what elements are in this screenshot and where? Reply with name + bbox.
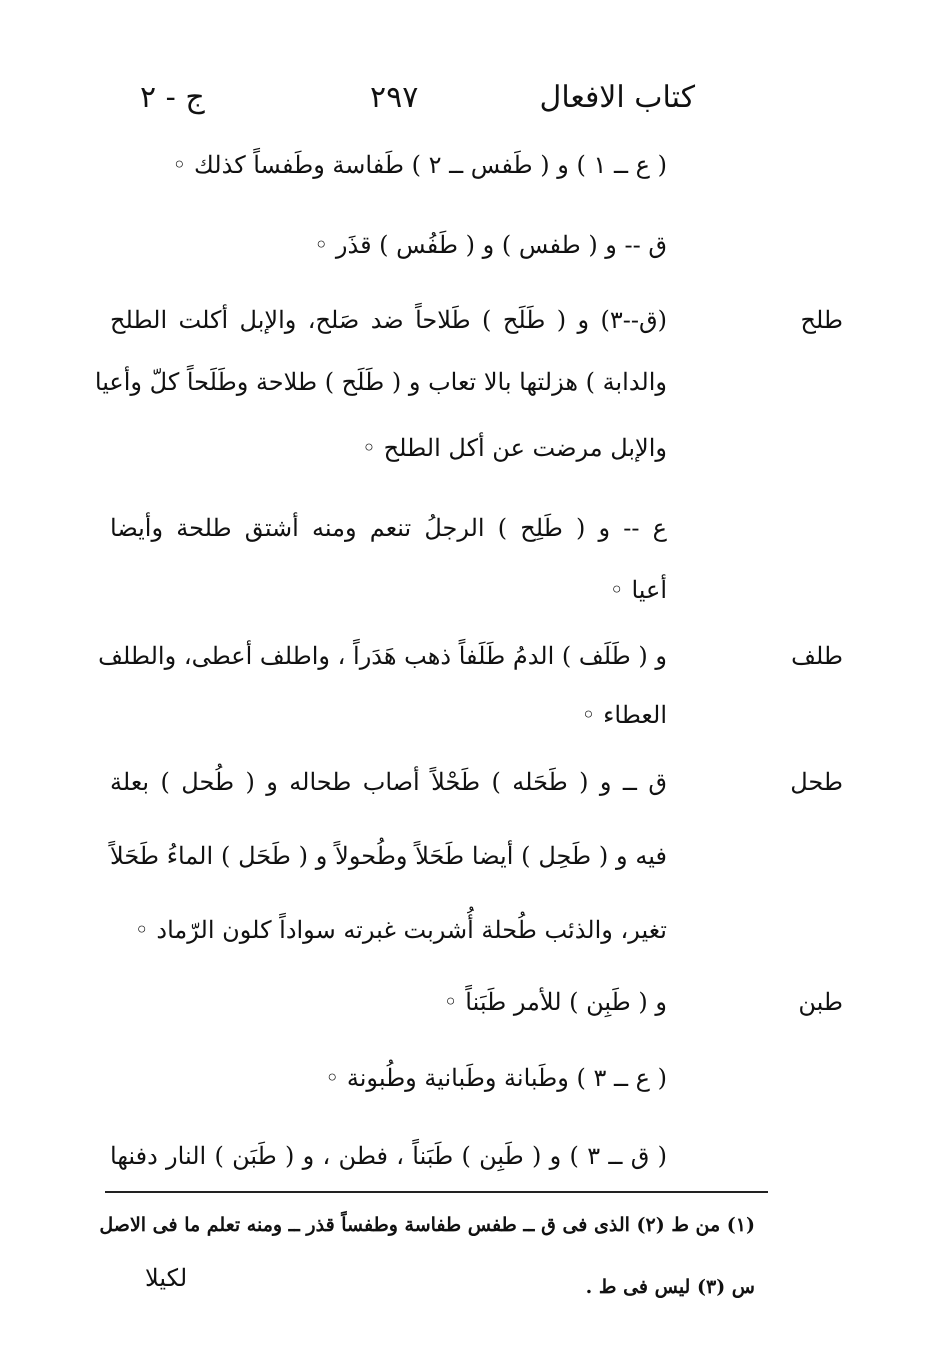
volume-label: ج - ٢ xyxy=(140,80,205,115)
footnote-divider xyxy=(105,1191,768,1193)
text-line: ق ــ و ( طَحَله ) طَحْلاً أصاب طحاله و ( طُحل ) بعلة xyxy=(110,768,667,796)
headword-tahal: طحل xyxy=(790,768,843,796)
footnote-line: س (٣) ليس فى ط . xyxy=(585,1276,755,1298)
headword-talh: طلح xyxy=(800,306,843,334)
text-line: ع -- و ( طَلِح ) الرجلُ تنعم ومنه أشتق طلحة وأيضا xyxy=(110,514,667,542)
book-title: كتاب الافعال xyxy=(539,80,695,115)
footnote-line: (١) من ط (٢) الذى فى ق ــ طفس طفاسة وطفساً قذر ــ ومنه تعلم ما فى الاصل xyxy=(99,1214,755,1236)
headword-talaf: طلف xyxy=(791,642,843,670)
text-line: و ( طَبِن ) للأمر طَبَناً ◦ xyxy=(443,988,667,1016)
text-line: و ( طَلَف ) الدمُ طَلَفاً ذهب هَدَراً ، واطلف أعطى، والطلف xyxy=(98,642,667,670)
catchword: لكيلا xyxy=(145,1264,188,1292)
headword-taban: طبن xyxy=(798,988,843,1016)
text-line: ( ع ــ ١ ) و ( طَفس ــ ٢ ) طَفاسة وطَفساً كذلك ◦ xyxy=(172,151,667,179)
text-line: ( ع ــ ٣ ) وطَبانة وطَبانية وطُبونة ◦ xyxy=(325,1064,667,1092)
text-line: ( ق ــ ٣ ) و ( طَبِن ) طَبَناً ، فطن ، و ( طَبَن ) النار دفنها xyxy=(110,1142,667,1170)
text-line: فيه و ( طَحِل ) أيضا طَحَلاً وطُحولاً و ( طَحَل ) الماءُ طَحَلاً xyxy=(110,842,667,870)
page-number: ٢٩٧ xyxy=(370,80,419,115)
text-line: العطاء ◦ xyxy=(581,701,667,729)
text-line: تغير، والذئب طُحلة أُشربت غبرته سواداً كلون الرّماد ◦ xyxy=(134,916,667,944)
text-line: والدابة ) هزلتها بالا تعاب و ( طَلَح ) طلاحة وطَلَحاً كلّ وأعيا xyxy=(94,368,667,396)
page-header xyxy=(130,76,695,124)
text-line: (ق--٣) و ( طَلَح ) طَلاحاً ضد صَلح، والإبل أكلت الطلح xyxy=(110,306,667,334)
text-line: أعيا ◦ xyxy=(609,576,667,604)
text-line: والإبل مرضت عن أكل الطلح ◦ xyxy=(361,434,667,462)
text-line: ق -- و ( طفس ) و ( طَفُس ) قذَر ◦ xyxy=(314,231,667,259)
